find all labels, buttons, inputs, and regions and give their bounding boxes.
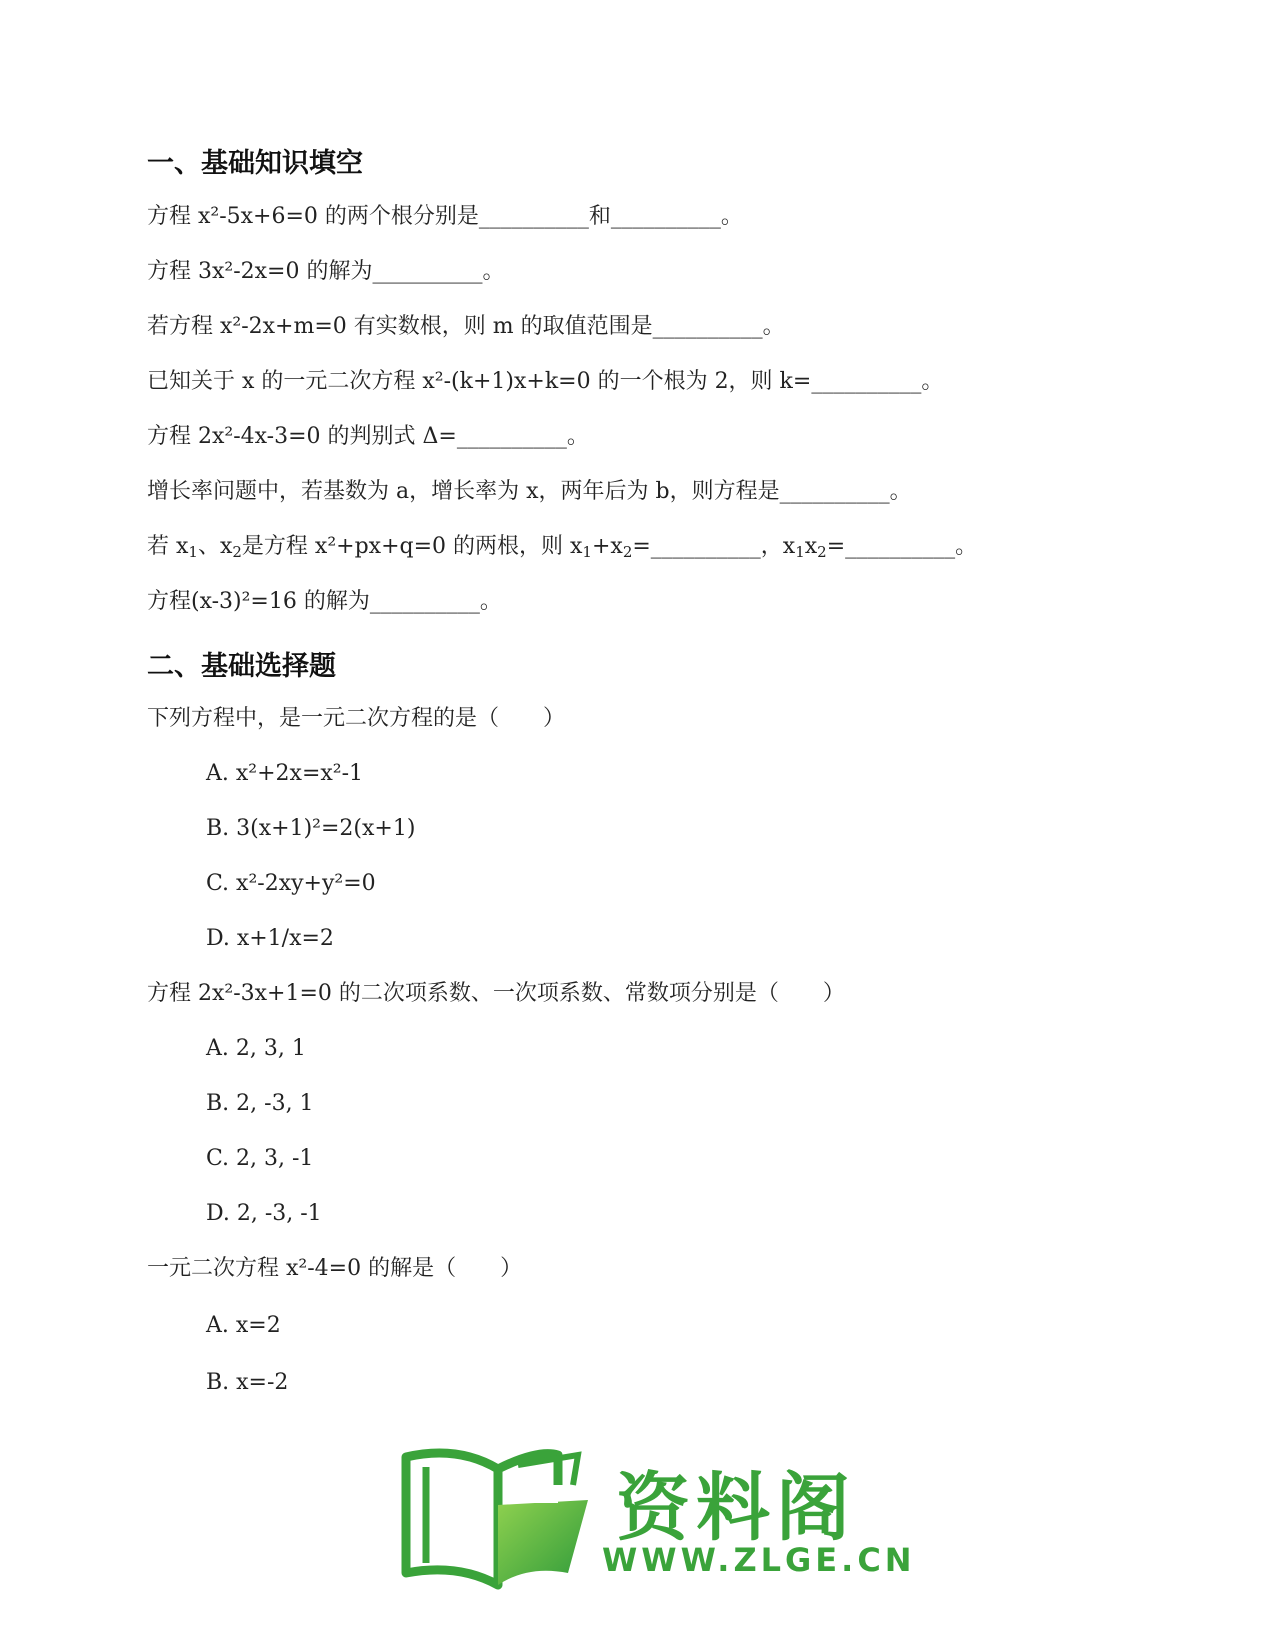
q7-text-6: x (804, 534, 818, 559)
fill-question-1: 方程 x²-5x+6=0 的两个根分别是__________和__________。 (147, 204, 743, 229)
choice-question-2-option-d: D. 2, -3, -1 (206, 1201, 322, 1226)
q7-text-1: 若 x (147, 534, 189, 559)
choice-question-3-option-a: A. x=2 (206, 1313, 281, 1338)
q7-text-4: +x (591, 534, 623, 559)
q7-text-2: 、x (197, 534, 233, 559)
fill-question-7 (147, 532, 977, 567)
choice-question-3-option-b: B. x=-2 (206, 1370, 289, 1395)
watermark-url-text: WWW.ZLGE.CN (602, 1541, 916, 1579)
section-title-choice: 二、基础选择题 (147, 651, 336, 682)
q7-sub-1: 1 (188, 543, 198, 561)
choice-question-2-option-b: B. 2, -3, 1 (206, 1091, 314, 1116)
fill-question-6: 增长率问题中，若基数为 a，增长率为 x，两年后为 b，则方程是__________。 (147, 479, 912, 504)
q7-text-7: =__________。 (826, 534, 978, 559)
choice-question-2-option-a: A. 2, 3, 1 (206, 1036, 306, 1061)
q7-text-3: 是方程 x²+px+q=0 的两根，则 x (241, 534, 583, 559)
watermark-logo (398, 1445, 916, 1595)
choice-question-3-stem: 一元二次方程 x²-4=0 的解是（ ） (147, 1256, 523, 1281)
fill-question-4: 已知关于 x 的一元二次方程 x²-(k+1)x+k=0 的一个根为 2，则 k=__________。 (147, 369, 944, 394)
choice-question-2-stem: 方程 2x²-3x+1=0 的二次项系数、一次项系数、常数项分别是（ ） (147, 981, 845, 1006)
watermark-chinese-text: 资料阁 (616, 1465, 856, 1551)
fill-question-8: 方程(x-3)²=16 的解为__________。 (147, 589, 502, 614)
book-folder-icon (398, 1445, 608, 1595)
fill-question-3: 若方程 x²-2x+m=0 有实数根，则 m 的取值范围是__________。 (147, 314, 785, 339)
q7-sub-3: 1 (582, 543, 592, 561)
q7-sub-2: 2 (232, 543, 242, 561)
fill-question-5: 方程 2x²-4x-3=0 的判别式 Δ=__________。 (147, 424, 589, 449)
choice-question-1-option-b: B. 3(x+1)²=2(x+1) (206, 816, 416, 841)
fill-question-2: 方程 3x²-2x=0 的解为__________。 (147, 259, 505, 284)
choice-question-2-option-c: C. 2, 3, -1 (206, 1146, 314, 1171)
choice-question-1-option-d: D. x+1/x=2 (206, 926, 334, 951)
choice-question-1-option-a: A. x²+2x=x²-1 (206, 761, 364, 786)
section-title-fill-in: 一、基础知识填空 (147, 148, 363, 179)
choice-question-1-option-c: C. x²-2xy+y²=0 (206, 871, 376, 896)
q7-text-5: =__________，x (632, 534, 796, 559)
q7-sub-6: 2 (817, 543, 827, 561)
q7-sub-5: 1 (795, 543, 805, 561)
choice-question-1-stem: 下列方程中，是一元二次方程的是（ ） (147, 706, 566, 731)
q7-sub-4: 2 (622, 543, 633, 561)
